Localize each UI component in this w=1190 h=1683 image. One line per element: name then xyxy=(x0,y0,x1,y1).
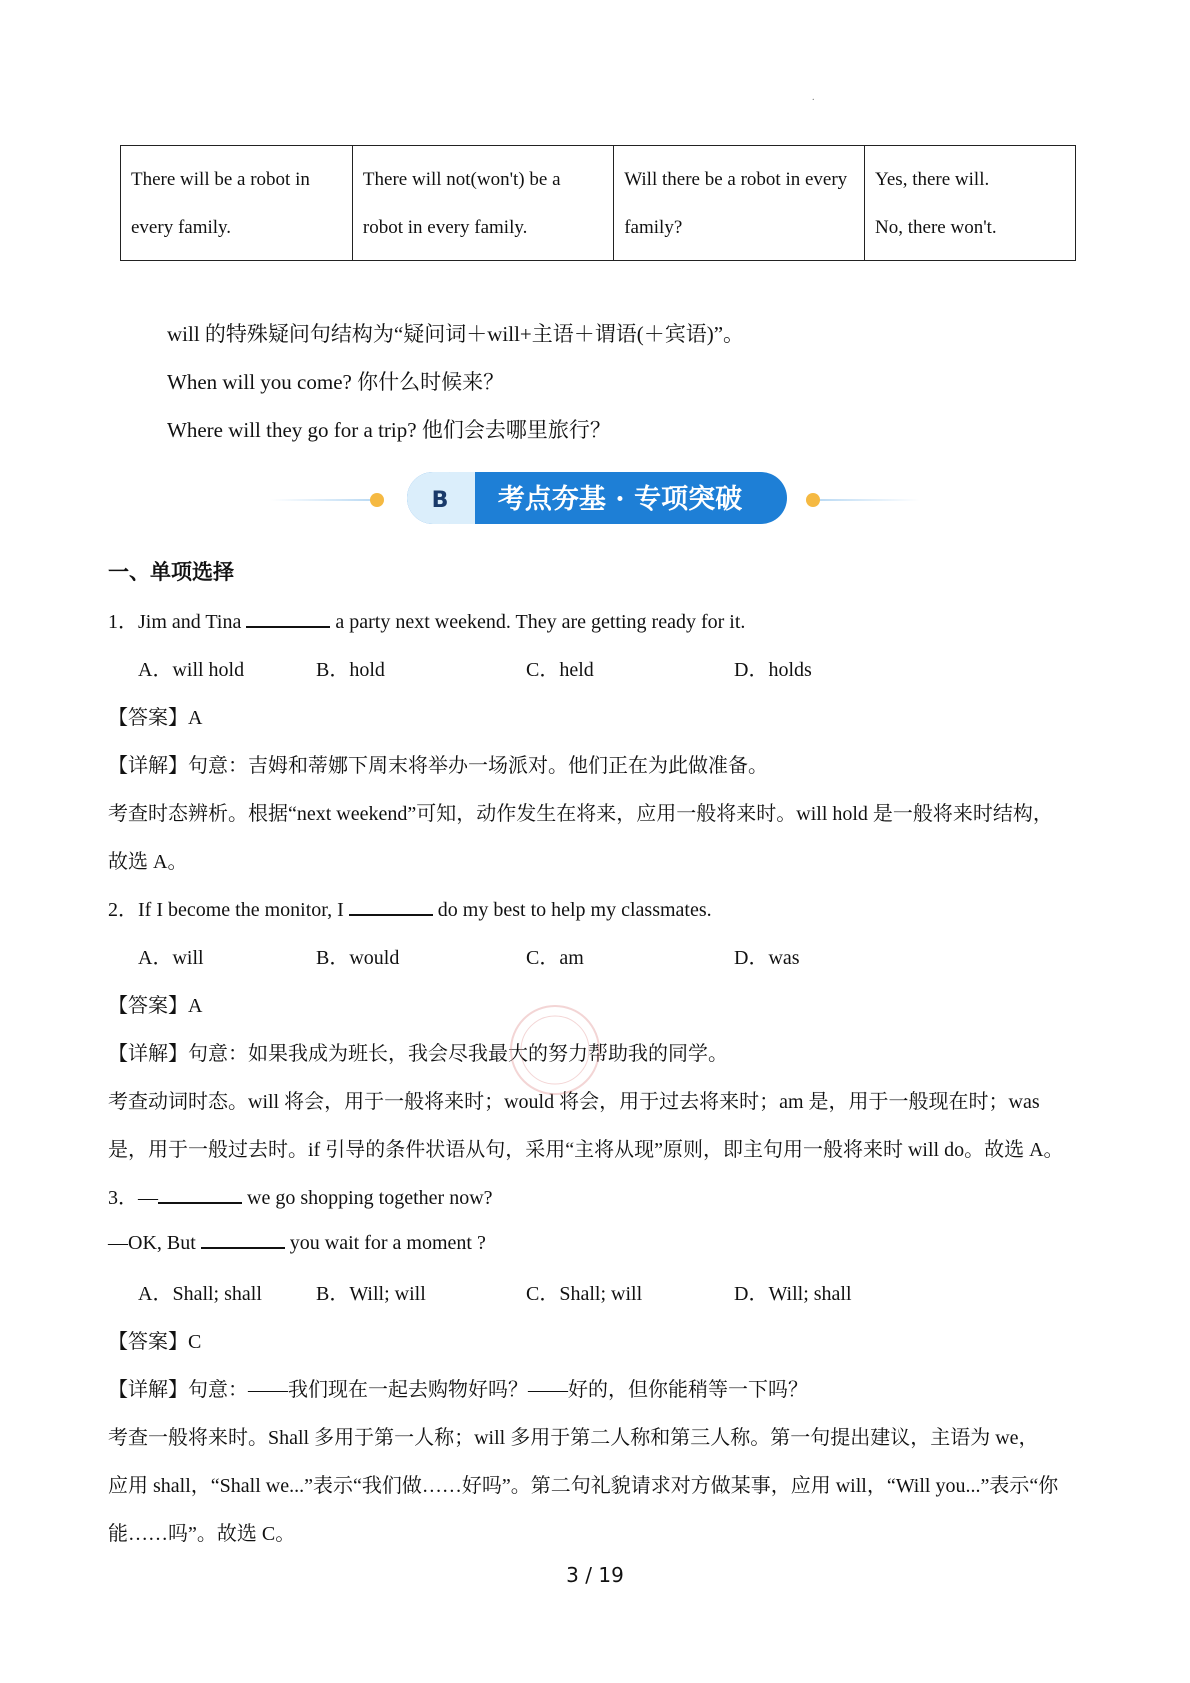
answer-blank xyxy=(349,896,433,916)
option: B．would xyxy=(316,947,400,969)
stem-text: you wait for a moment ? xyxy=(284,1232,486,1254)
dot-mark: . xyxy=(812,92,815,103)
option: A．will xyxy=(138,947,204,969)
option: C．am xyxy=(526,947,584,969)
detail-line: 应用 shall，“Shall we...”表示“我们做……好吗”。第二句礼貌请求对方做某事，应用 will，“Will you...”表示“你 xyxy=(108,1475,1059,1497)
answer-blank xyxy=(246,608,330,628)
option: A．will hold xyxy=(138,659,245,681)
detail-line: 能……吗”。故选 C。 xyxy=(108,1523,296,1545)
detail-line: 【详解】句意：吉姆和蒂娜下周末将举办一场派对。他们正在为此做准备。 xyxy=(108,755,768,777)
question-stem xyxy=(108,893,712,922)
detail-line: 考查一般将来时。Shall 多用于第一人称；will 多用于第二人称和第三人称。第一句提出建议，主语为 we， xyxy=(108,1427,1039,1449)
watermark-seal xyxy=(505,1000,605,1100)
table-cell: There will not(won't) be a robot in every family. xyxy=(352,146,613,261)
question-stem xyxy=(108,1181,493,1210)
detail-line: 【详解】句意：如果我成为班长，我会尽我最大的努力帮助我的同学。 xyxy=(108,1043,728,1065)
answer-line: 【答案】C xyxy=(108,1331,202,1353)
banner-title: 考点夯基 · 专项突破 xyxy=(497,484,743,515)
table-cell: Will there be a robot in every family? xyxy=(614,146,865,261)
table-cell: Yes, there will. No, there won't. xyxy=(865,146,1076,261)
option: A．Shall; shall xyxy=(138,1283,262,1305)
note-line: will 的特殊疑问句结构为“疑问词＋will+主语＋谓语(＋宾语)”。 xyxy=(167,322,745,346)
detail-line: 考查时态辨析。根据“next weekend”可知，动作发生在将来，应用一般将来时。will hold 是一般将来时结构， xyxy=(108,803,1053,825)
stem-text: 2．If I become the monitor, I xyxy=(108,899,349,921)
stem-text: 3．— xyxy=(108,1187,158,1209)
question-stem xyxy=(108,605,745,634)
stem-text: —OK, But xyxy=(108,1232,201,1254)
option: D．holds xyxy=(734,659,812,681)
stem-text: 1．Jim and Tina xyxy=(108,611,247,633)
section-title: 一、单项选择 xyxy=(108,560,234,584)
option: B．Will; will xyxy=(316,1283,426,1305)
detail-line: 是，用于一般过去时。if 引导的条件状语从句，采用“主将从现”原则，即主句用一般将来时 will do。故选 A。 xyxy=(108,1139,1064,1161)
option: D．was xyxy=(734,947,800,969)
option: C．Shall; will xyxy=(526,1283,643,1305)
page-number: 3 / 19 xyxy=(566,1563,624,1587)
stem-text: a party next weekend. They are getting ready for it. xyxy=(330,611,746,633)
answer-line: 【答案】A xyxy=(108,995,203,1017)
detail-line: 【详解】句意：——我们现在一起去购物好吗？——好的，但你能稍等一下吗？ xyxy=(108,1379,808,1401)
stem-text: we go shopping together now? xyxy=(242,1187,493,1209)
section-banner xyxy=(270,468,920,528)
answer-blank xyxy=(201,1229,285,1249)
option: C．held xyxy=(526,659,594,681)
note-line: Where will they go for a trip? 他们会去哪里旅行？ xyxy=(167,418,611,442)
note-line: When will you come? 你什么时候来？ xyxy=(167,370,505,394)
detail-line: 故选 A。 xyxy=(108,851,188,873)
table-cell: There will be a robot in every family. xyxy=(121,146,353,261)
question-stem xyxy=(108,1229,486,1255)
option: D．Will; shall xyxy=(734,1283,852,1305)
banner-letter: B xyxy=(431,488,449,513)
option: B．hold xyxy=(316,659,385,681)
grammar-table xyxy=(120,145,1076,261)
table-row xyxy=(121,146,1076,261)
detail-line: 考查动词时态。will 将会，用于一般将来时；would 将会，用于过去将来时；am 是，用于一般现在时；was xyxy=(108,1091,1040,1113)
answer-line: 【答案】A xyxy=(108,707,203,729)
stem-text: do my best to help my classmates. xyxy=(432,899,712,921)
answer-blank xyxy=(158,1184,242,1204)
